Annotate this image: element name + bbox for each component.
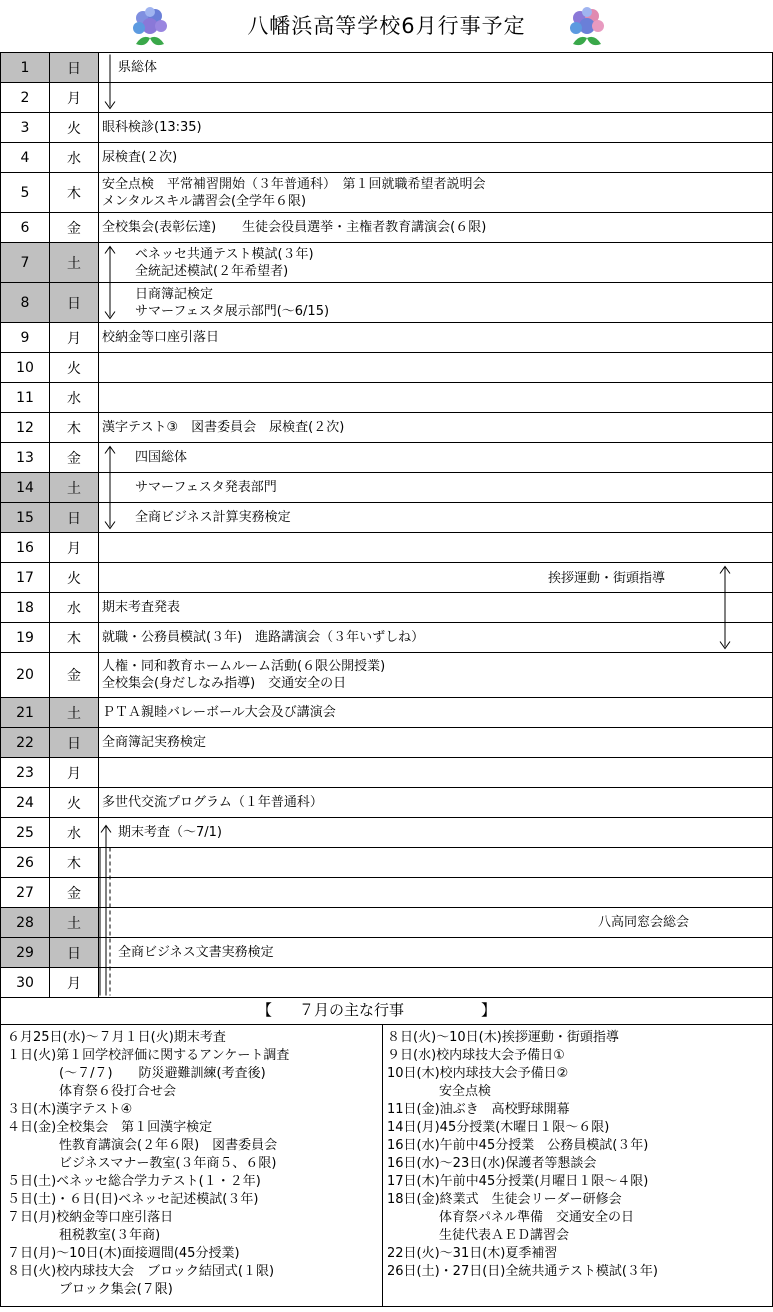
weekday: 月 xyxy=(50,323,99,353)
july-event-line: 22日(火)～31日(木)夏季補習 xyxy=(387,1246,558,1261)
day-number: 1 xyxy=(1,53,50,83)
weekday: 日 xyxy=(50,283,99,323)
day-events xyxy=(99,283,773,323)
day-row xyxy=(1,878,773,908)
day-row xyxy=(1,728,773,758)
day-events xyxy=(99,213,773,243)
day-number: 10 xyxy=(1,353,50,383)
day-row xyxy=(1,243,773,283)
july-event-line: 体育祭６役打合せ会 xyxy=(7,1084,177,1099)
day-row xyxy=(1,698,773,728)
weekday: 金 xyxy=(50,213,99,243)
day-events xyxy=(99,623,773,653)
weekday: 月 xyxy=(50,83,99,113)
weekday: 日 xyxy=(50,53,99,83)
event-text: 期末考査発表 xyxy=(102,600,181,615)
bracket-close: 】 xyxy=(481,1001,497,1019)
day-number: 12 xyxy=(1,413,50,443)
july-event-line: ５日(土)ベネッセ総合学力テスト(１・２年) xyxy=(7,1174,261,1189)
day-events xyxy=(99,173,773,213)
july-heading xyxy=(0,996,773,1025)
day-events xyxy=(99,533,773,563)
day-number: 23 xyxy=(1,758,50,788)
july-event-line: 性教育講演会(２年６限) 図書委員会 xyxy=(7,1138,278,1153)
july-event-line: ブロック集会(７限) xyxy=(7,1282,173,1297)
day-row xyxy=(1,623,773,653)
weekday: 土 xyxy=(50,473,99,503)
day-row xyxy=(1,533,773,563)
day-row xyxy=(1,968,773,998)
day-row xyxy=(1,323,773,353)
day-row xyxy=(1,213,773,243)
day-row xyxy=(1,113,773,143)
day-events xyxy=(99,473,773,503)
day-row xyxy=(1,143,773,173)
day-events xyxy=(99,968,773,998)
weekday: 月 xyxy=(50,968,99,998)
july-event-line: 体育祭パネル準備 交通安全の日 xyxy=(387,1210,635,1225)
event-text: 全校集会(身だしなみ指導) 交通安全の日 xyxy=(102,676,347,691)
day-events xyxy=(99,653,773,698)
weekday: 水 xyxy=(50,143,99,173)
day-row xyxy=(1,353,773,383)
day-events xyxy=(99,698,773,728)
july-right-column xyxy=(387,1029,658,1281)
day-row xyxy=(1,788,773,818)
july-event-line: ６月25日(水)～７月１日(火)期末考査 xyxy=(7,1030,226,1045)
day-number: 5 xyxy=(1,173,50,213)
day-number: 25 xyxy=(1,818,50,848)
july-event-line: (～７/７) 防災避難訓練(考査後) xyxy=(7,1066,266,1081)
event-text: 人権・同和教育ホームルーム活動(６限公開授業) xyxy=(102,659,386,674)
july-event-line: ３日(木)漢字テスト④ xyxy=(7,1102,133,1117)
weekday: 金 xyxy=(50,653,99,698)
day-events xyxy=(99,243,773,283)
july-event-line: １日(火)第１回学校評価に関するアンケート調査 xyxy=(7,1048,290,1063)
july-title: ７月の主な行事 xyxy=(299,1001,405,1019)
weekday: 火 xyxy=(50,563,99,593)
event-text: ＰＴＡ親睦バレーボール大会及び講演会 xyxy=(102,705,336,720)
day-number: 11 xyxy=(1,383,50,413)
day-events xyxy=(99,593,773,623)
weekday: 水 xyxy=(50,383,99,413)
day-events xyxy=(99,413,773,443)
day-number: 29 xyxy=(1,938,50,968)
weekday: 火 xyxy=(50,353,99,383)
july-event-line: 18日(金)終業式 生徒会リーダー研修会 xyxy=(387,1192,622,1207)
day-number: 26 xyxy=(1,848,50,878)
day-events xyxy=(99,353,773,383)
weekday: 日 xyxy=(50,938,99,968)
july-event-line: 16日(水)午前中45分授業 公務員模試(３年) xyxy=(387,1138,649,1153)
day-events xyxy=(99,788,773,818)
day-row xyxy=(1,473,773,503)
day-events xyxy=(99,563,773,593)
july-event-line: ビジネスマナー教室(３年商５、６限) xyxy=(7,1156,277,1171)
day-row xyxy=(1,443,773,473)
day-events xyxy=(99,848,773,878)
july-events xyxy=(0,1024,773,1307)
event-text: 日商簿記検定 xyxy=(135,286,214,302)
weekday: 土 xyxy=(50,908,99,938)
july-event-line: ５日(土)・６日(日)ベネッセ記述模試(３年) xyxy=(7,1192,259,1207)
july-event-line: 11日(金)油ぶき 高校野球開幕 xyxy=(387,1102,570,1117)
day-row xyxy=(1,503,773,533)
page-title: 八幡浜高等学校6月行事予定 xyxy=(247,14,526,38)
weekday: 日 xyxy=(50,503,99,533)
day-events xyxy=(99,878,773,908)
event-text: 漢字テスト③ 図書委員会 尿検査(２次) xyxy=(102,420,345,435)
event-text: 期末考査（～7/1) xyxy=(118,825,222,840)
day-number: 21 xyxy=(1,698,50,728)
july-event-line: 10日(木)校内球技大会予備日② xyxy=(387,1066,569,1081)
day-number: 9 xyxy=(1,323,50,353)
event-text: 多世代交流プログラム（１年普通科） xyxy=(102,795,323,810)
day-events xyxy=(99,758,773,788)
event-text: 就職・公務員模試(３年) 進路講演会（３年いずしね） xyxy=(102,630,425,645)
day-number: 13 xyxy=(1,443,50,473)
weekday: 金 xyxy=(50,878,99,908)
event-text: 眼科検診(13:35) xyxy=(102,120,202,135)
weekday: 木 xyxy=(50,173,99,213)
day-row xyxy=(1,593,773,623)
day-number: 27 xyxy=(1,878,50,908)
page-header xyxy=(0,0,773,52)
event-text: 全統記述模試(２年希望者) xyxy=(135,263,289,279)
event-text: メンタルスキル講習会(全学年６限) xyxy=(102,193,307,209)
july-event-line: 16日(水)～23日(水)保護者等懇談会 xyxy=(387,1156,597,1171)
day-events xyxy=(99,728,773,758)
event-text: 全校集会(表彰伝達) 生徒会役員選挙・主権者教育講演会(６限) xyxy=(102,220,487,235)
july-event-line: 17日(木)午前中45分授業(月曜日１限～４限) xyxy=(387,1174,649,1189)
weekday: 日 xyxy=(50,728,99,758)
day-events xyxy=(99,113,773,143)
day-row xyxy=(1,383,773,413)
july-event-line: 安全点検 xyxy=(387,1084,492,1099)
day-row xyxy=(1,83,773,113)
day-number: 30 xyxy=(1,968,50,998)
july-event-line: ４日(金)全校集会 第１回漢字検定 xyxy=(7,1120,213,1135)
event-text: 校納金等口座引落日 xyxy=(102,330,220,345)
day-row xyxy=(1,283,773,323)
day-row xyxy=(1,653,773,698)
alumni-note: 八高同窓会総会 xyxy=(598,915,690,930)
event-text: 全商簿記実務検定 xyxy=(102,735,207,750)
weekday: 木 xyxy=(50,848,99,878)
day-row xyxy=(1,818,773,848)
day-number: 28 xyxy=(1,908,50,938)
weekday: 土 xyxy=(50,243,99,283)
weekday: 木 xyxy=(50,413,99,443)
weekday: 火 xyxy=(50,788,99,818)
hydrangea-icon xyxy=(126,4,174,50)
day-events xyxy=(99,938,773,968)
event-text: 安全点検 平常補習開始（３年普通科） 第１回就職希望者説明会 xyxy=(102,176,486,192)
day-events xyxy=(99,818,773,848)
event-text: サマーフェスタ発表部門 xyxy=(135,480,277,495)
june-calendar xyxy=(0,52,773,998)
event-text: 四国総体 xyxy=(135,450,188,465)
event-text: ベネッセ共通テスト模試(３年) xyxy=(135,246,314,262)
day-row xyxy=(1,413,773,443)
event-text: 尿検査(２次) xyxy=(102,150,178,165)
july-event-line: 生徒代表ＡＥＤ講習会 xyxy=(387,1228,570,1243)
day-row xyxy=(1,848,773,878)
bracket-open: 【 xyxy=(257,1001,273,1019)
day-number: 17 xyxy=(1,563,50,593)
weekday: 土 xyxy=(50,698,99,728)
day-number: 19 xyxy=(1,623,50,653)
july-event-line: ７日(月)校納金等口座引落日 xyxy=(7,1210,174,1225)
day-number: 14 xyxy=(1,473,50,503)
july-event-line: 14日(月)45分授業(木曜日１限～６限) xyxy=(387,1120,610,1135)
day-number: 2 xyxy=(1,83,50,113)
greeting-note: 挨拶運動・街頭指導 xyxy=(548,571,666,586)
weekday: 月 xyxy=(50,758,99,788)
event-text: 全商ビジネス文書実務検定 xyxy=(118,945,274,960)
day-events xyxy=(99,323,773,353)
july-event-line: 26日(土)・27日(日)全統共通テスト模試(３年) xyxy=(387,1264,658,1279)
july-event-line: ９日(水)校内球技大会予備日① xyxy=(387,1048,565,1063)
july-event-line: ８日(火)～10日(木)挨拶運動・街頭指導 xyxy=(387,1030,619,1045)
day-number: 20 xyxy=(1,653,50,698)
weekday: 火 xyxy=(50,113,99,143)
day-events xyxy=(99,383,773,413)
day-number: 18 xyxy=(1,593,50,623)
july-event-line: ７日(月)～10日(木)面接週間(45分授業) xyxy=(7,1246,240,1261)
event-text: サマーフェスタ展示部門(～6/15) xyxy=(135,303,330,319)
day-events xyxy=(99,83,773,113)
day-number: 16 xyxy=(1,533,50,563)
weekday: 水 xyxy=(50,593,99,623)
day-row xyxy=(1,938,773,968)
event-text: 全商ビジネス計算実務検定 xyxy=(135,510,291,525)
day-row xyxy=(1,758,773,788)
weekday: 金 xyxy=(50,443,99,473)
weekday: 月 xyxy=(50,533,99,563)
day-number: 8 xyxy=(1,283,50,323)
day-row xyxy=(1,53,773,83)
day-number: 24 xyxy=(1,788,50,818)
day-events xyxy=(99,143,773,173)
july-event-line: 租税教室(３年商) xyxy=(7,1228,161,1243)
day-number: 22 xyxy=(1,728,50,758)
day-events xyxy=(99,443,773,473)
weekday: 木 xyxy=(50,623,99,653)
day-number: 6 xyxy=(1,213,50,243)
day-number: 3 xyxy=(1,113,50,143)
day-number: 4 xyxy=(1,143,50,173)
day-number: 7 xyxy=(1,243,50,283)
weekday: 水 xyxy=(50,818,99,848)
event-text: 県総体 xyxy=(118,60,158,75)
day-events xyxy=(99,503,773,533)
day-number: 15 xyxy=(1,503,50,533)
day-events xyxy=(99,53,773,83)
day-row xyxy=(1,173,773,213)
july-left-column xyxy=(7,1029,289,1299)
hydrangea-icon xyxy=(563,4,611,50)
column-divider xyxy=(382,1025,383,1306)
july-event-line: ８日(火)校内球技大会 ブロック結団式(１限) xyxy=(7,1264,275,1279)
